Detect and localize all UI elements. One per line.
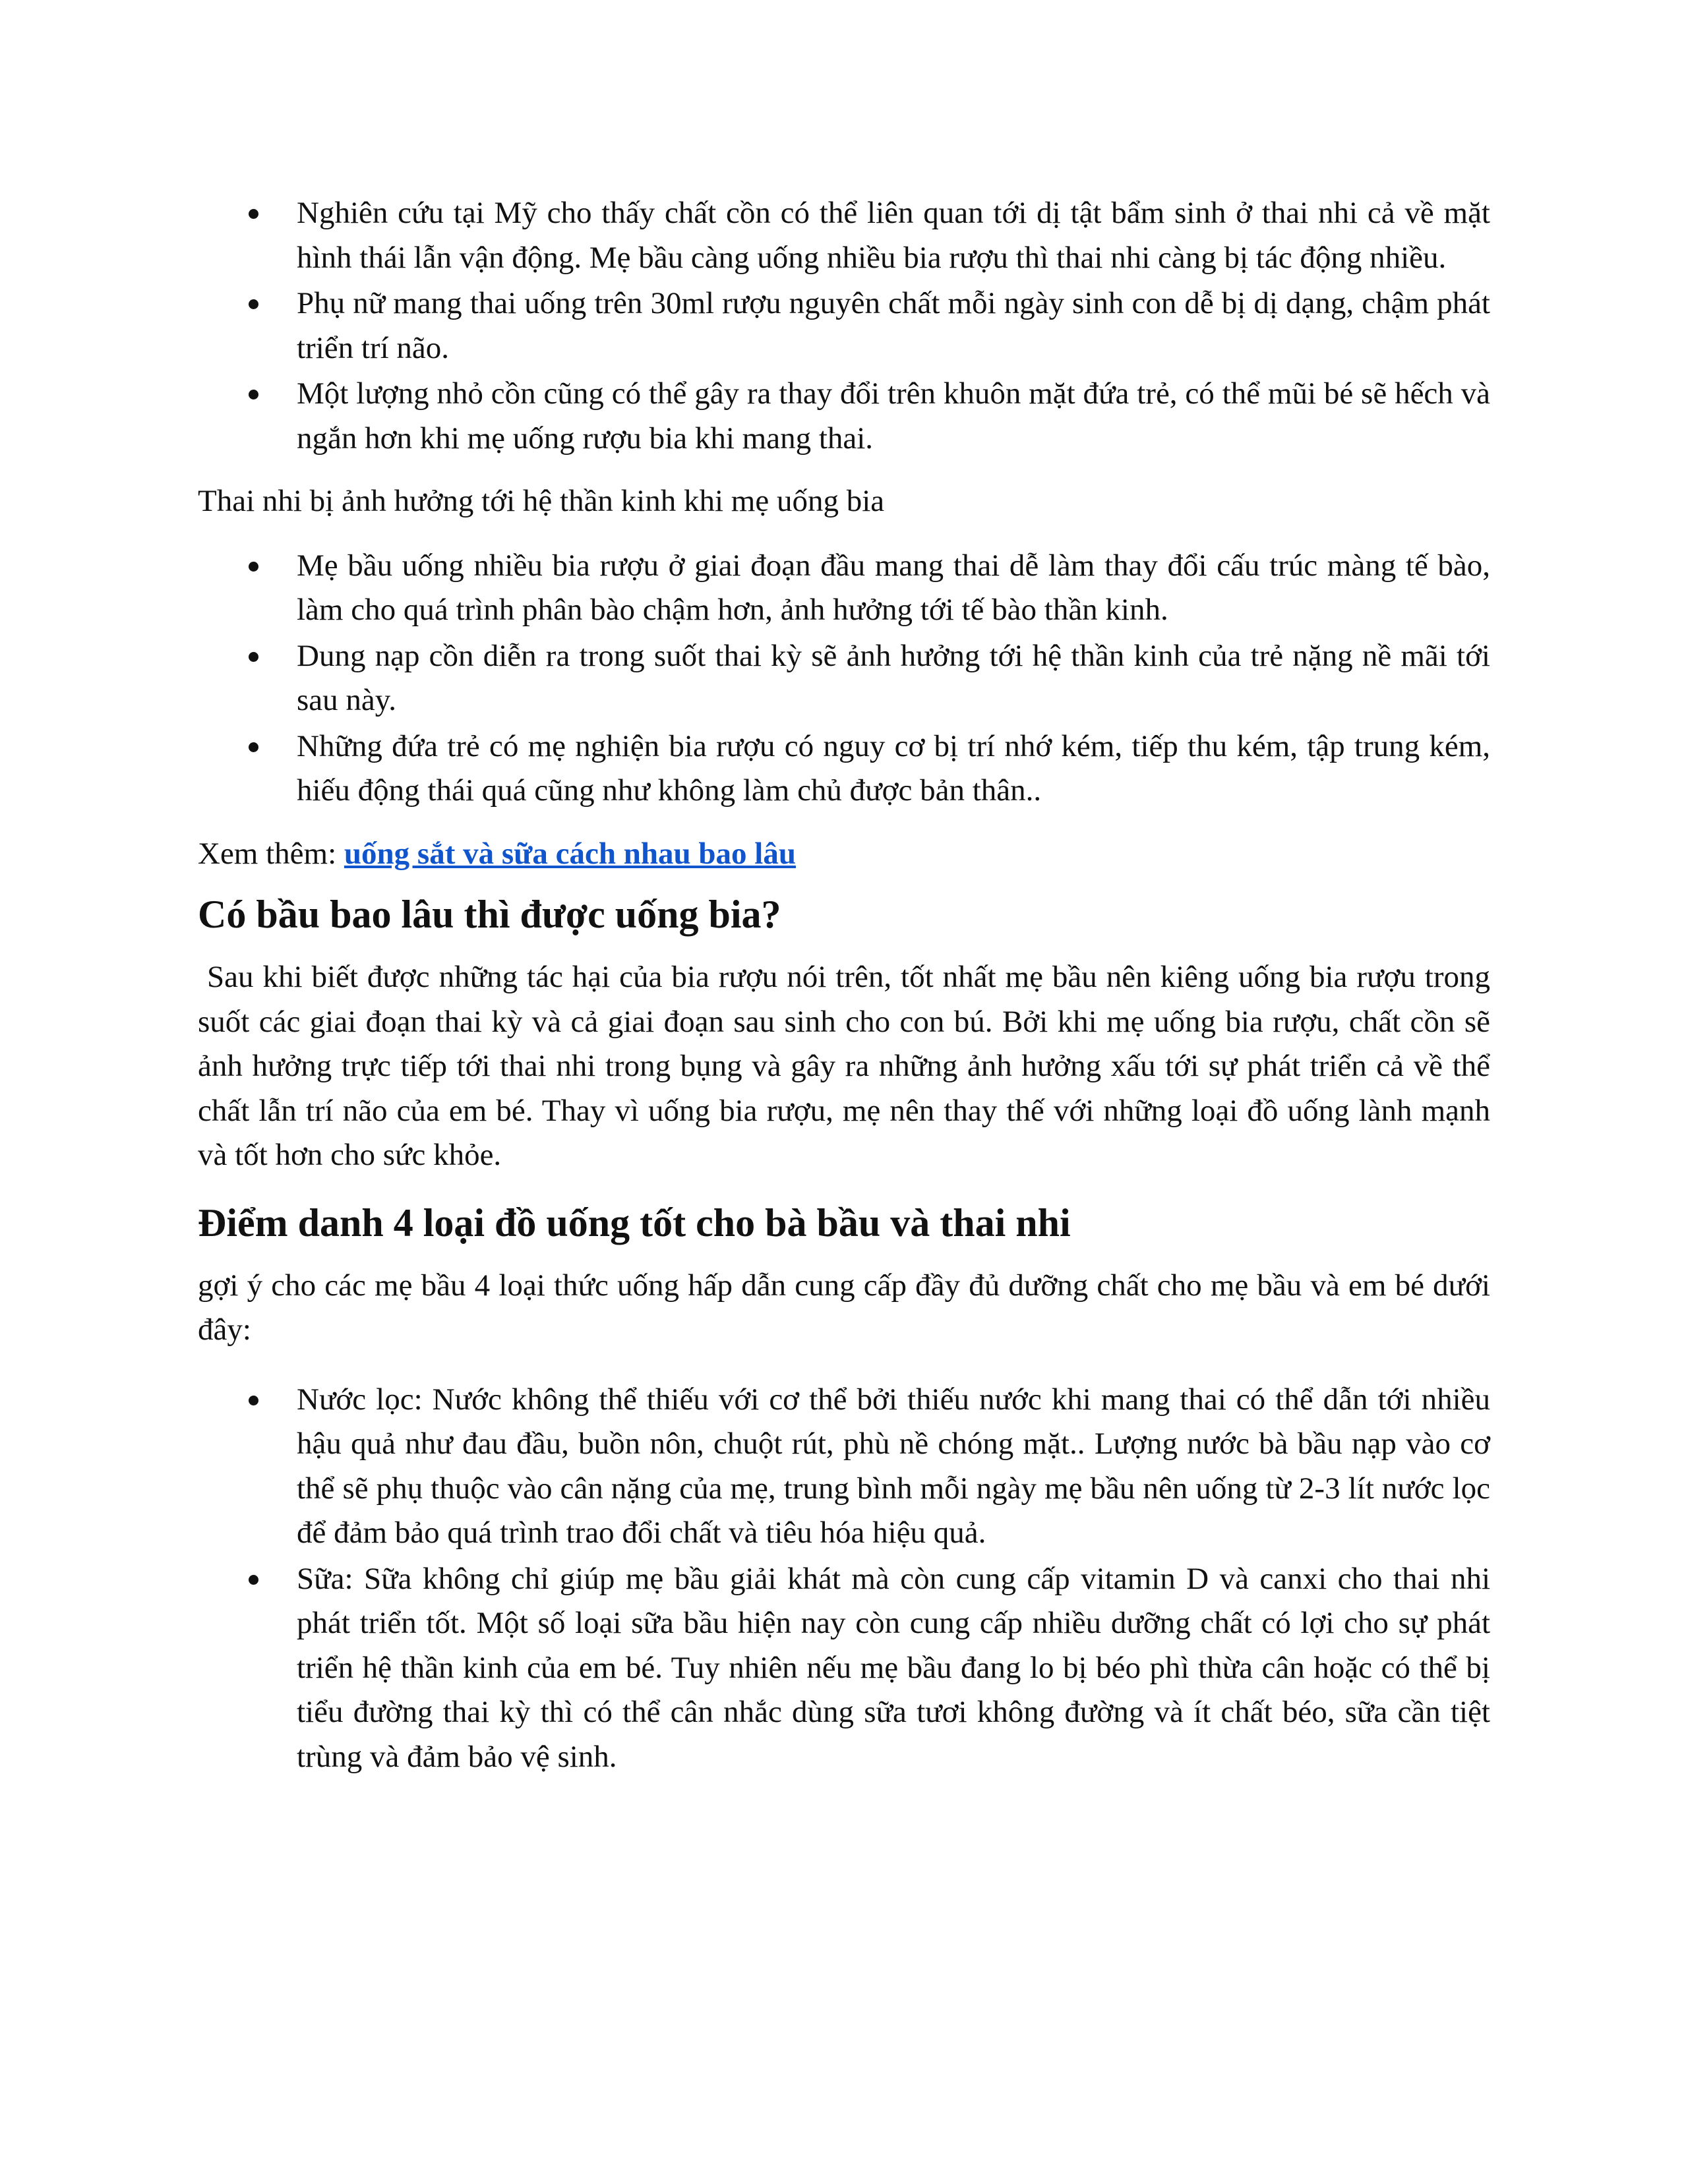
- list-item: [198, 634, 1490, 723]
- heading-good-drinks: Điểm danh 4 loại đồ uống tốt cho bà bầu và thai nhi: [198, 1200, 1071, 1245]
- list-item-text: Sữa: Sữa không chỉ giúp mẹ bầu giải khát mà còn cung cấp vitamin D và canxi cho thai nhi phát triển tốt. Một số loại sữa bầu hiện nay còn cung cấp nhiều dưỡng chất có lợi cho sự phát triển hệ thần kinh của em bé. Tuy nhiên nếu mẹ bầu đang lo bị béo phì thừa cân hoặc có thể bị tiểu đường thai kỳ thì có thể cân nhắc dùng sữa tươi không đường và ít chất béo, sữa cần tiệt trùng và đảm bảo vệ sinh.: [297, 1561, 1490, 1774]
- list-item-text: Phụ nữ mang thai uống trên 30ml rượu nguyên chất mỗi ngày sinh con dễ bị dị dạng, chậm phát triển trí não.: [297, 286, 1490, 365]
- list-item-text: Dung nạp cồn diễn ra trong suốt thai kỳ sẽ ảnh hưởng tới hệ thần kinh của trẻ nặng nề mãi tới sau này.: [297, 638, 1490, 717]
- list-item: [198, 724, 1490, 813]
- list-item: [198, 1378, 1490, 1556]
- bullet-icon: [249, 299, 258, 309]
- bullet-list-effects: [198, 191, 1490, 461]
- list-item: [198, 191, 1490, 280]
- bullet-icon: [249, 1396, 258, 1405]
- list-item: [198, 544, 1490, 633]
- bullet-icon: [249, 1575, 258, 1585]
- list-item: [198, 1557, 1490, 1780]
- list-item: [198, 372, 1490, 461]
- paragraph-advice: Sau khi biết được những tác hại của bia rượu nói trên, tốt nhất mẹ bầu nên kiêng uống bia rượu trong suốt các giai đoạn thai kỳ và cả giai đoạn sau sinh cho con bú. Bởi khi mẹ uống bia rượu, chất cồn sẽ ảnh hưởng trực tiếp tới thai nhi trong bụng và gây ra những ảnh hưởng xấu tới sự phát triển cả về thể chất lẫn trí não của em bé. Thay vì uống bia rượu, mẹ nên thay thế với những loại đồ uống lành mạnh và tốt hơn cho sức khỏe.: [198, 960, 1498, 1172]
- list-item: [198, 281, 1490, 370]
- bullet-icon: [249, 652, 258, 662]
- bullet-icon: [249, 742, 258, 752]
- bullet-list-nervous-system: [198, 544, 1490, 813]
- bullet-icon: [249, 390, 258, 399]
- see-also-line: [198, 832, 1490, 877]
- bullet-list-drinks: [198, 1378, 1490, 1780]
- bullet-icon: [249, 562, 258, 572]
- document-page: [198, 191, 1498, 1779]
- section-subheading: Thai nhi bị ảnh hưởng tới hệ thần kinh khi mẹ uống bia: [198, 484, 885, 518]
- see-also-prefix: Xem thêm:: [198, 836, 344, 871]
- list-item-text: Mẹ bầu uống nhiều bia rượu ở giai đoạn đầu mang thai dễ làm thay đổi cấu trúc màng tế bào, làm cho quá trình phân bào chậm hơn, ảnh hưởng tới tế bào thần kinh.: [297, 548, 1490, 627]
- paragraph-intro-drinks: gợi ý cho các mẹ bầu 4 loại thức uống hấp dẫn cung cấp đầy đủ dưỡng chất cho mẹ bầu và em bé dưới đây:: [198, 1268, 1490, 1347]
- list-item-text: Nghiên cứu tại Mỹ cho thấy chất cồn có thể liên quan tới dị tật bẩm sinh ở thai nhi cả về mặt hình thái lẫn vận động. Mẹ bầu càng uống nhiều bia rượu thì thai nhi càng bị tác động nhiều.: [297, 196, 1490, 275]
- list-item-text: Những đứa trẻ có mẹ nghiện bia rượu có nguy cơ bị trí nhớ kém, tiếp thu kém, tập trung kém, hiếu động thái quá cũng như không làm chủ được bản thân..: [297, 728, 1490, 808]
- list-item-text: Một lượng nhỏ cồn cũng có thể gây ra thay đổi trên khuôn mặt đứa trẻ, có thể mũi bé sẽ hếch và ngắn hơn khi mẹ uống rượu bia khi mang thai.: [297, 376, 1490, 456]
- bullet-icon: [249, 209, 258, 219]
- list-item-text: Nước lọc: Nước không thể thiếu với cơ thể bởi thiếu nước khi mang thai có thể dẫn tới nhiều hậu quả như đau đầu, buồn nôn, chuột rút, phù nề chóng mặt.. Lượng nước bà bầu nạp vào cơ thể sẽ phụ thuộc vào cân nặng của mẹ, trung bình mỗi ngày mẹ bầu nên uống từ 2-3 lít nước lọc để đảm bảo quá trình trao đổi chất và tiêu hóa hiệu quả.: [297, 1382, 1490, 1550]
- see-also-link[interactable]: uống sắt và sữa cách nhau bao lâu: [344, 836, 796, 871]
- heading-when-beer: Có bầu bao lâu thì được uống bia?: [198, 893, 781, 936]
